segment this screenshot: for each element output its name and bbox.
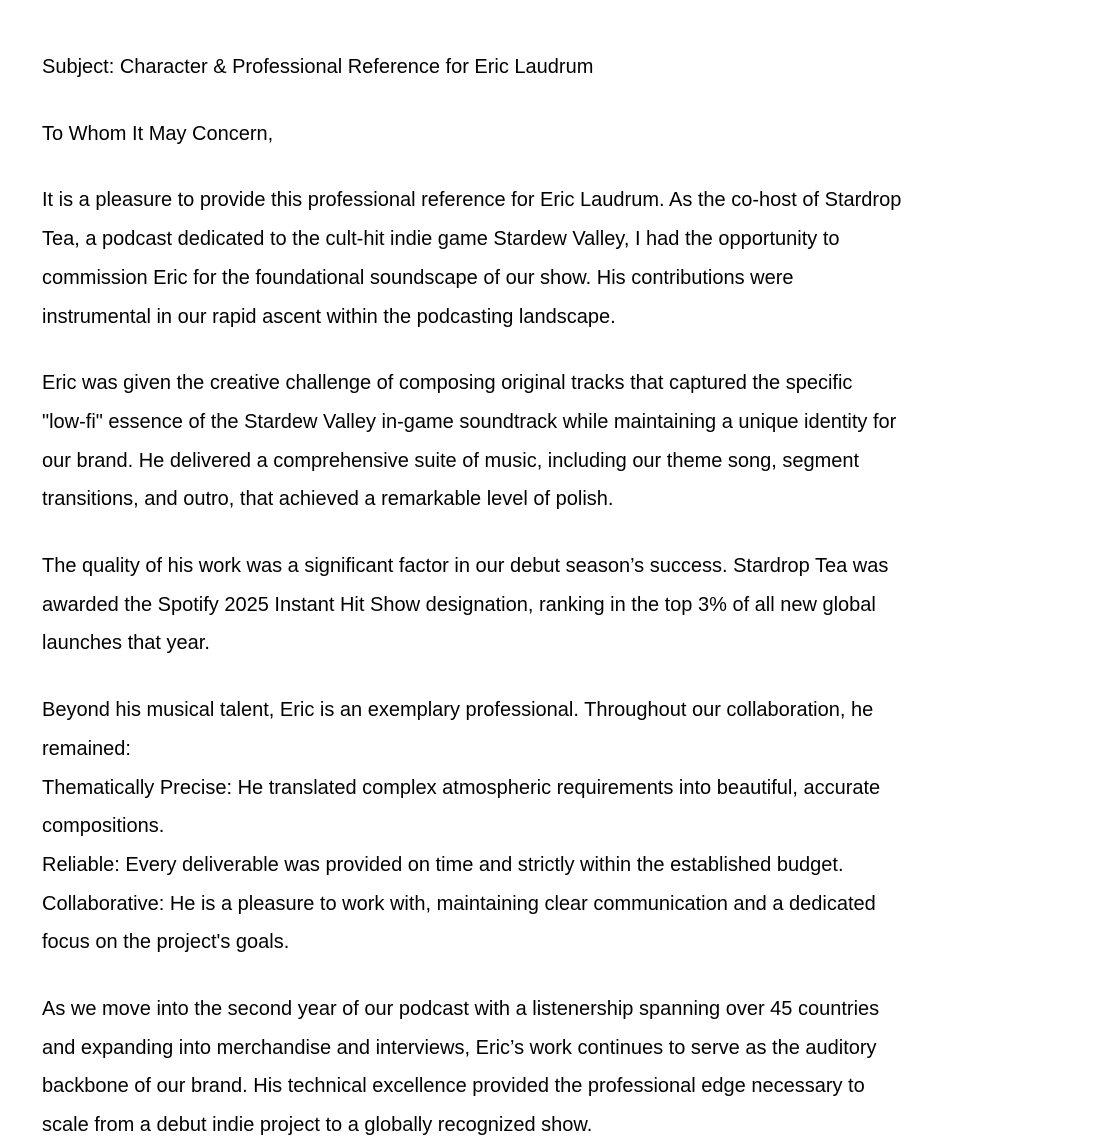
paragraph-closing: [42, 990, 1076, 1145]
text-line: Reliable: Every deliverable was provided on time and strictly within the established budget.: [42, 853, 844, 876]
subject-line: [42, 48, 1076, 87]
text-line: launches that year.: [42, 632, 210, 655]
text-line: focus on the project's goals.: [42, 931, 290, 954]
text-line: Tea, a podcast dedicated to the cult-hit indie game Stardew Valley, I had the opportunity to: [42, 228, 840, 251]
text-line: As we move into the second year of our podcast with a listenership spanning over 45 countries: [42, 998, 880, 1021]
text-line: Collaborative: He is a pleasure to work with, maintaining clear communication and a dedicated: [42, 892, 876, 915]
paragraph-professional-attributes: [42, 691, 1076, 962]
text-line: "low-fi" essence of the Stardew Valley in-game soundtrack while maintaining a unique identity for: [42, 410, 897, 433]
text-line: awarded the Spotify 2025 Instant Hit Show designation, ranking in the top 3% of all new global: [42, 593, 876, 616]
text-line: The quality of his work was a significant factor in our debut season’s success. Stardrop Tea was: [42, 555, 889, 578]
text-line: remained:: [42, 737, 131, 760]
text-line: backbone of our brand. His technical excellence provided the professional edge necessary to: [42, 1075, 865, 1098]
salutation: [42, 115, 1076, 154]
text-line: our brand. He delivered a comprehensive suite of music, including our theme song, segment: [42, 449, 860, 472]
text-line: Thematically Precise: He translated complex atmospheric requirements into beautiful, accurate: [42, 776, 881, 799]
text-line: transitions, and outro, that achieved a remarkable level of polish.: [42, 488, 614, 511]
text-line: instrumental in our rapid ascent within the podcasting landscape.: [42, 305, 616, 328]
text-line: scale from a debut indie project to a globally recognized show.: [42, 1114, 593, 1137]
paragraph-creative-challenge: [42, 364, 1076, 519]
paragraph-introduction: [42, 181, 1076, 336]
salutation-text: To Whom It May Concern,: [42, 122, 274, 145]
text-line: and expanding into merchandise and interviews, Eric’s work continues to serve as the auditory: [42, 1036, 877, 1059]
text-line: compositions.: [42, 815, 165, 838]
subject-text: Subject: Character & Professional Reference for Eric Laudrum: [42, 56, 594, 78]
text-line: Beyond his musical talent, Eric is an exemplary professional. Throughout our collaboration, he: [42, 699, 874, 722]
text-line: It is a pleasure to provide this professional reference for Eric Laudrum. As the co-host of Stardrop: [42, 189, 902, 212]
paragraph-quality: [42, 547, 1076, 663]
text-line: commission Eric for the foundational soundscape of our show. His contributions were: [42, 266, 794, 289]
text-line: Eric was given the creative challenge of composing original tracks that captured the specific: [42, 372, 853, 395]
